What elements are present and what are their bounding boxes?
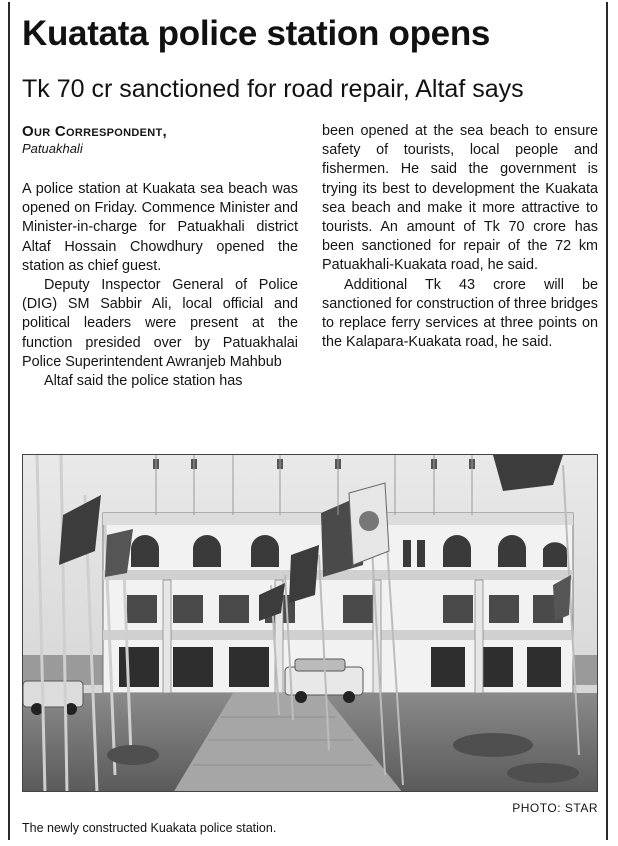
paragraph: A police station at Kuakata sea beach was opened on Friday. Commence Minister and Minister-in-charge for Patuakhali district Altaf Hossain Chowdhury opened the station as chief guest.	[22, 181, 298, 274]
police-station-photo-illustration	[23, 455, 598, 792]
paragraph: Additional Tk 43 crore will be sanctioned for construction of three bridges to replace ferry services at three points on the Kalapara-Kuakata road, he said.	[322, 276, 598, 351]
dateline: Patuakhali	[22, 141, 83, 156]
paragraph: been opened at the sea beach to ensure safety of tourists, local people and fishermen. He said the government is trying its best to development the Kuakata sea beach and make it more attractive to tourists. An amount of Tk 70 crore has been sanctioned for repair of the 72 km Patuakhali-Kuakata road, he said.	[322, 123, 598, 274]
headline: Kuatata police station opens	[22, 14, 491, 53]
photo-caption: The newly constructed Kuakata police station.	[22, 821, 277, 835]
article-column-left	[22, 180, 298, 391]
paragraph: Deputy Inspector General of Police (DIG) SM Sabbir Ali, local official and political leaders were present at the function presided over by Patuakhalai Police Superintendent Awranjeb Mahbub	[22, 277, 298, 370]
photo-credit: PHOTO: STAR	[512, 801, 598, 815]
news-photo	[22, 454, 598, 792]
article-column-right	[322, 122, 598, 352]
byline: Our Correspondent,	[22, 123, 168, 140]
paragraph: Altaf said the police station has	[44, 373, 243, 390]
subheadline: Tk 70 cr sanctioned for road repair, Altaf says	[22, 75, 524, 103]
